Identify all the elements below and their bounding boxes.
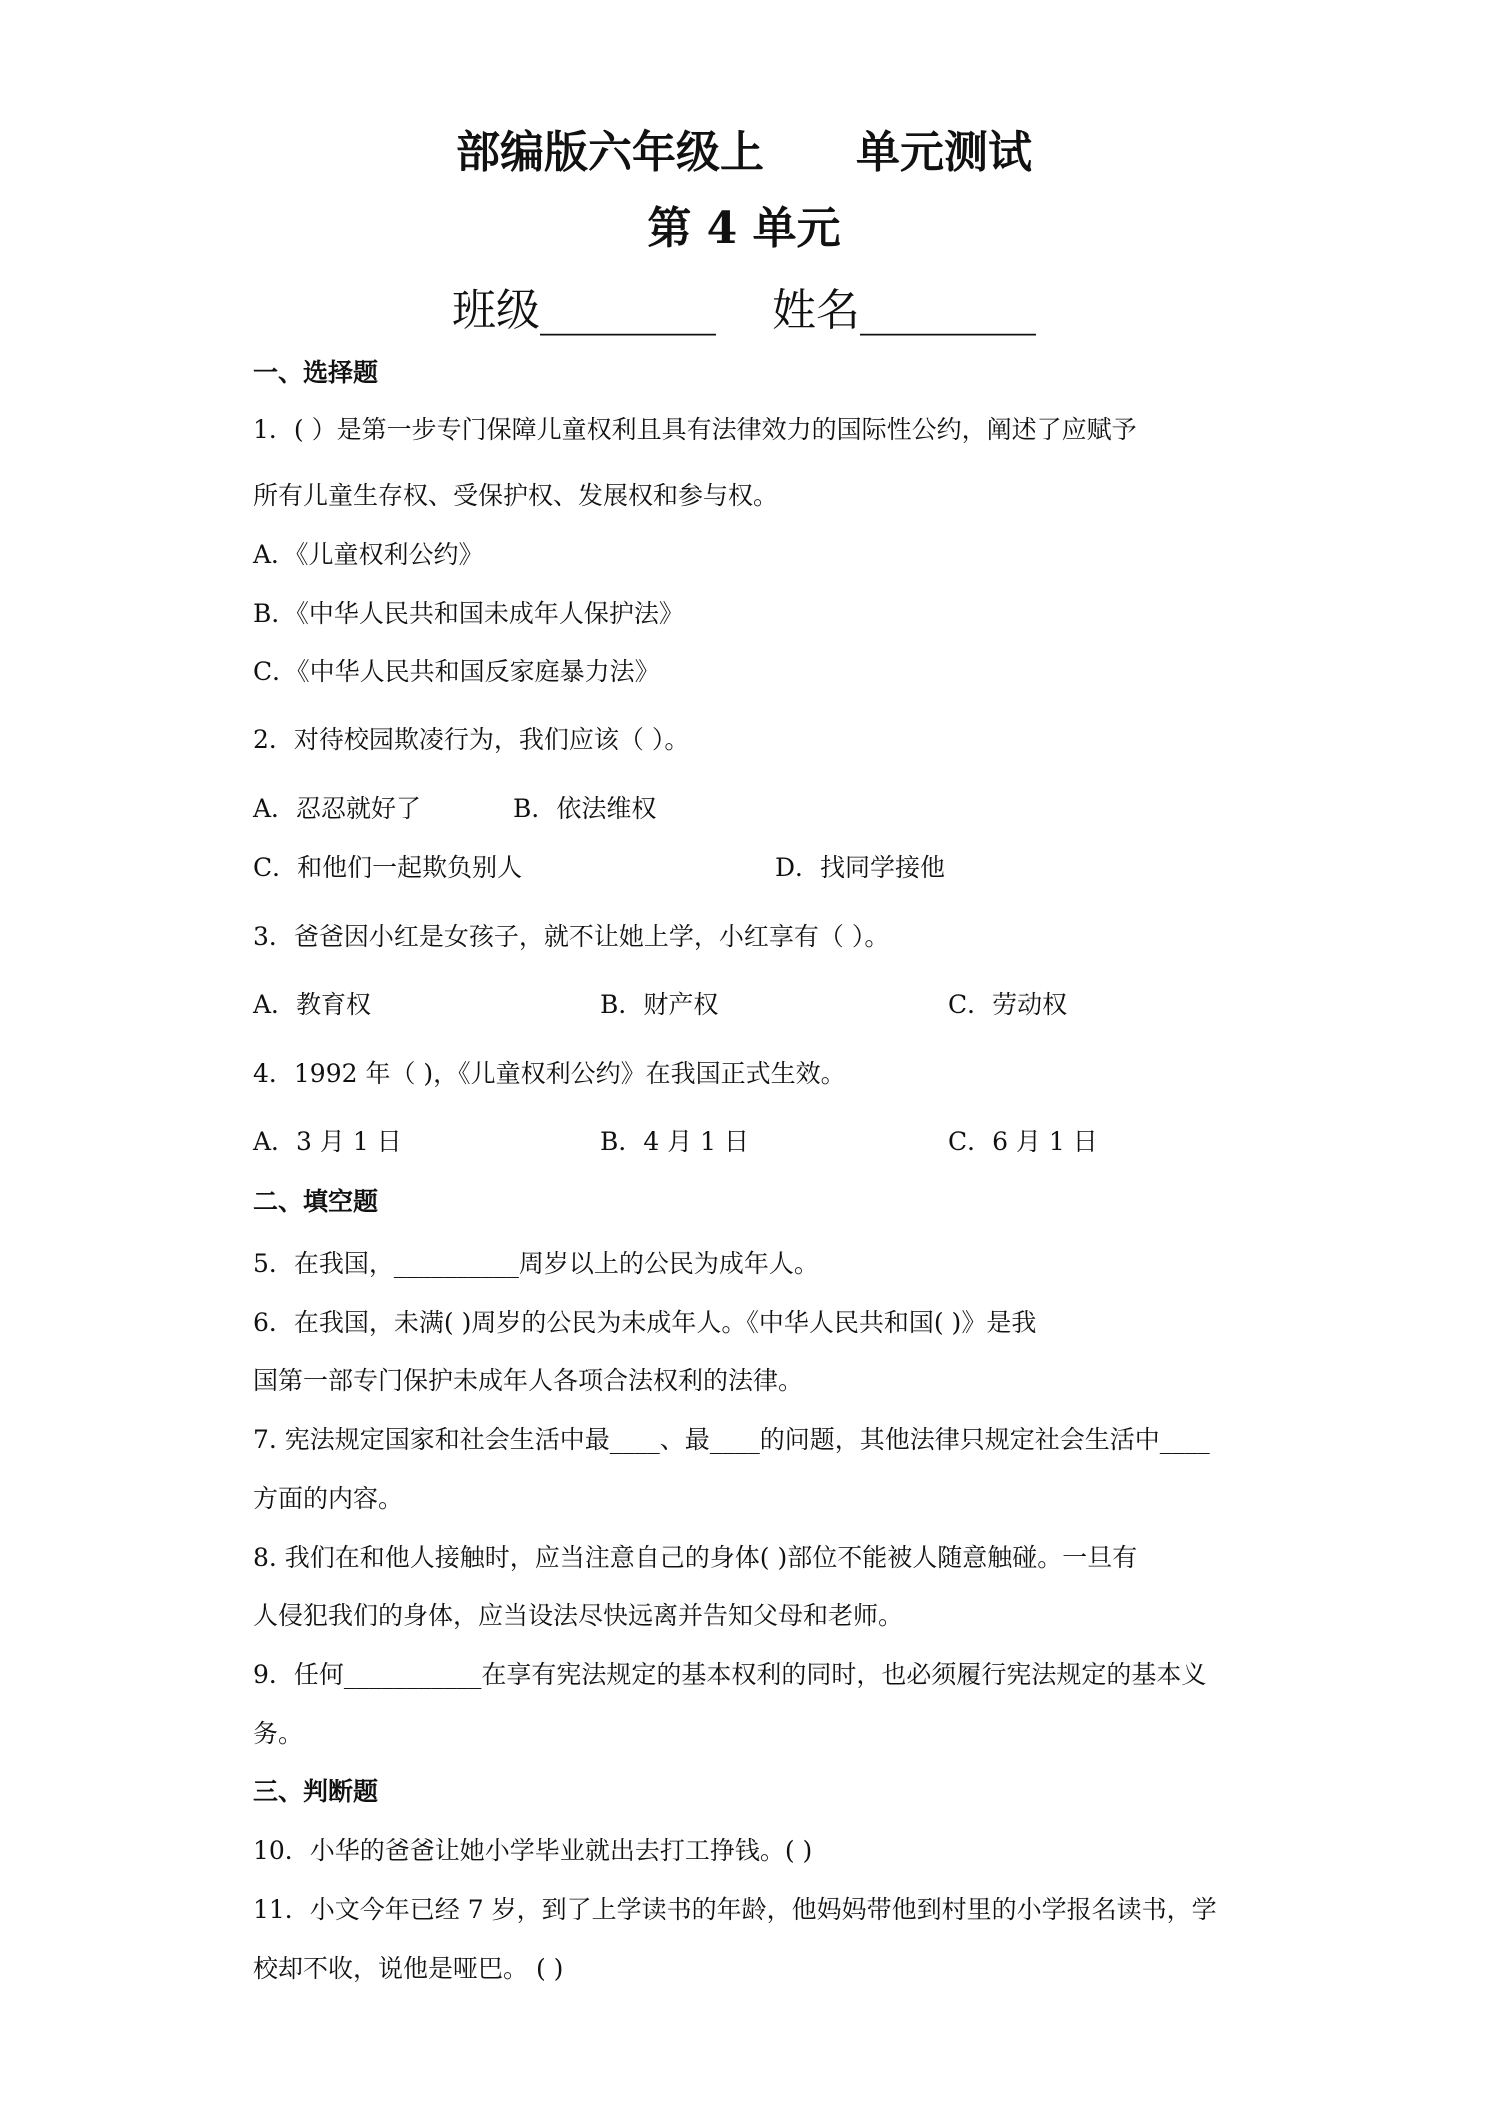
q2-option-d: D．找同学接他 — [775, 853, 946, 882]
section-fill-blank: 二、填空题 — [253, 1187, 379, 1216]
q1-line2: 所有儿童生存权、受保护权、发展权和参与权。 — [253, 481, 779, 510]
page-title: 部编版六年级上 单元测试 — [456, 127, 1032, 178]
q1-option-c: C．《中华人民共和国反家庭暴力法》 — [253, 657, 660, 686]
q1-option-a: A．《儿童权利公约》 — [253, 540, 484, 569]
q10-stem: 10．小华的爸爸让她小学毕业就出去打工挣钱。( ) — [253, 1836, 813, 1865]
q6-line1: 6．在我国，未满( )周岁的公民为未成年人。《中华人民共和国( )》是我 — [253, 1308, 1037, 1337]
q7-line2: 方面的内容。 — [253, 1484, 404, 1513]
q1-line1: 1．( ）是第一步专门保障儿童权利且具有法律效力的国际性公约，阐述了应赋予 — [253, 415, 1137, 444]
q3-option-c: C．劳动权 — [948, 990, 1068, 1019]
q4-option-c: C．6 月 1 日 — [948, 1127, 1098, 1156]
unit-title: 第 4 单元 — [647, 203, 841, 254]
q11-line1: 11．小文今年已经 7 岁，到了上学读书的年龄，他妈妈带他到村里的小学报名读书，学 — [253, 1895, 1217, 1924]
q8-line1: 8. 我们在和他人接触时，应当注意自己的身体( )部位不能被人随意触碰。一旦有 — [253, 1543, 1138, 1572]
q9-line2: 务。 — [253, 1719, 304, 1748]
q3-stem: 3．爸爸因小红是女孩子，就不让她上学，小红享有（ ）。 — [253, 922, 890, 951]
q2-stem: 2．对待校园欺凌行为，我们应该（ ）。 — [253, 725, 690, 754]
q8-line2: 人侵犯我们的身体，应当设法尽快远离并告知父母和老师。 — [253, 1601, 904, 1630]
q4-option-a: A．3 月 1 日 — [253, 1127, 402, 1156]
q2-option-a: A．忍忍就好了 — [253, 794, 422, 823]
q4-option-b: B．4 月 1 日 — [600, 1127, 750, 1156]
q4-stem: 4．1992 年（ )，《儿童权利公约》在我国正式生效。 — [253, 1059, 846, 1088]
q1-option-b: B．《中华人民共和国未成年人保护法》 — [253, 599, 684, 628]
q9-line1: 9．任何___________在享有宪法规定的基本权利的同时，也必须履行宪法规定的基本义 — [253, 1660, 1207, 1689]
section-choice: 一、选择题 — [253, 358, 379, 387]
q11-line2: 校却不收，说他是哑巴。 ( ) — [253, 1954, 564, 1983]
q3-option-a: A．教育权 — [253, 990, 372, 1019]
q2-option-b: B．依法维权 — [513, 794, 657, 823]
q5-stem: 5．在我国，__________周岁以上的公民为成年人。 — [253, 1249, 819, 1278]
q6-line2: 国第一部专门保护未成年人各项合法权利的法律。 — [253, 1366, 804, 1395]
q7-line1: 7. 宪法规定国家和社会生活中最____、最____的问题，其他法律只规定社会生活中____ — [253, 1425, 1210, 1454]
class-name-line: 班级________ 姓名________ — [452, 285, 1036, 336]
q3-option-b: B．财产权 — [600, 990, 719, 1019]
q2-option-c: C．和他们一起欺负别人 — [253, 853, 523, 882]
section-true-false: 三、判断题 — [253, 1777, 379, 1806]
